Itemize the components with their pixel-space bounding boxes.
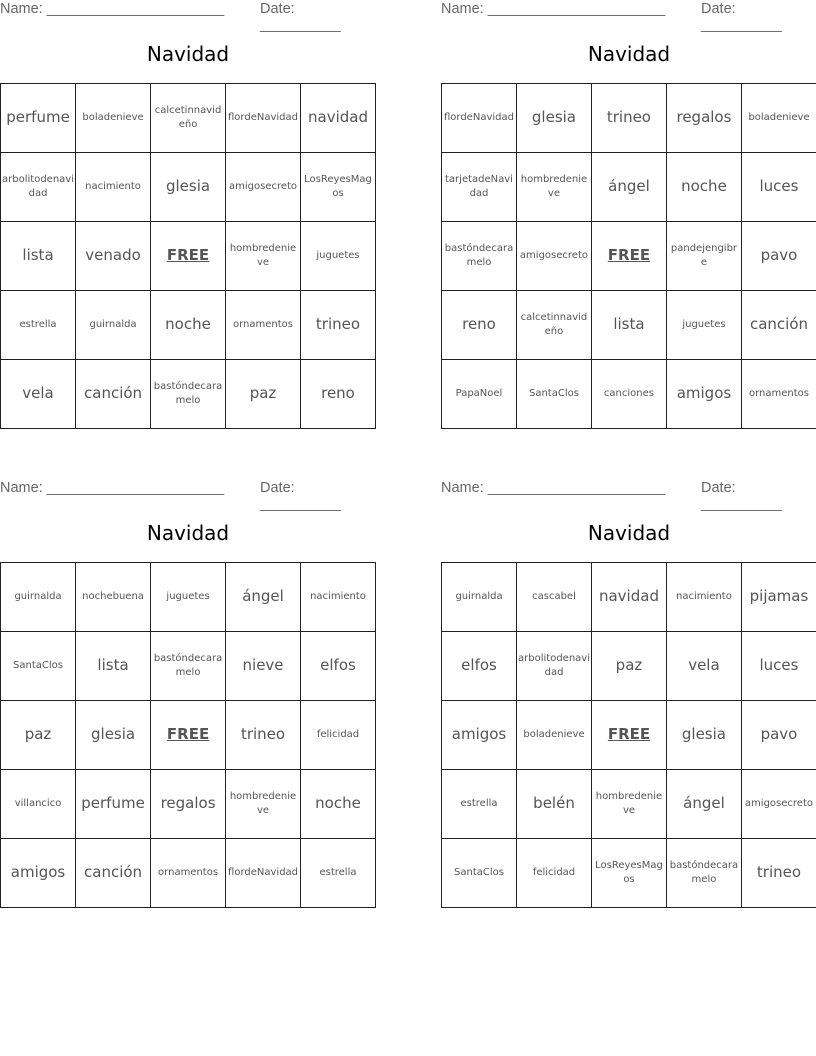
bingo-grid bbox=[441, 562, 816, 908]
bingo-cell: noche bbox=[666, 153, 741, 222]
bingo-grid bbox=[0, 83, 376, 429]
bingo-cell: SantaClos bbox=[442, 839, 517, 908]
bingo-cell: nieve bbox=[226, 632, 301, 701]
bingo-row bbox=[1, 222, 376, 291]
bingo-cell: amigosecreto bbox=[516, 222, 591, 291]
bingo-cell: calcetinnavideño bbox=[151, 84, 226, 153]
bingo-cell: pandejengibre bbox=[666, 222, 741, 291]
bingo-row bbox=[1, 84, 376, 153]
bingo-cell: ángel bbox=[226, 563, 301, 632]
name-field-label: Name: ______________________ bbox=[441, 1, 666, 17]
bingo-cell: nochebuena bbox=[76, 563, 151, 632]
name-field-label: Name: ______________________ bbox=[0, 1, 225, 17]
bingo-cell: flordeNavidad bbox=[226, 84, 301, 153]
bingo-cell: pavo bbox=[741, 701, 816, 770]
bingo-cell: pavo bbox=[741, 222, 816, 291]
bingo-cell: trineo bbox=[741, 839, 816, 908]
bingo-cell: regalos bbox=[666, 84, 741, 153]
bingo-cell: canción bbox=[741, 291, 816, 360]
bingo-cell: venado bbox=[76, 222, 151, 291]
card-title: Navidad bbox=[587, 42, 671, 66]
bingo-cell: hombredenieve bbox=[516, 153, 591, 222]
bingo-cell: elfos bbox=[442, 632, 517, 701]
bingo-cell: lista bbox=[1, 222, 76, 291]
date-field-label: Date: __________ bbox=[701, 1, 782, 33]
bingo-grid bbox=[441, 83, 816, 429]
free-space: FREE bbox=[591, 222, 666, 291]
bingo-cell: estrella bbox=[301, 839, 376, 908]
bingo-cell: felicidad bbox=[301, 701, 376, 770]
bingo-cell: lista bbox=[76, 632, 151, 701]
bingo-cell: luces bbox=[741, 153, 816, 222]
bingo-row bbox=[442, 84, 816, 153]
bingo-cell: felicidad bbox=[517, 839, 592, 908]
bingo-cell: amigos bbox=[1, 839, 76, 908]
bingo-cell: perfume bbox=[76, 770, 151, 839]
bingo-cell: tarjetadeNavidad bbox=[442, 153, 517, 222]
bingo-row bbox=[1, 632, 376, 701]
bingo-cell: flordeNavidad bbox=[226, 839, 301, 908]
bingo-cell: nacimiento bbox=[666, 563, 741, 632]
bingo-row bbox=[1, 360, 376, 429]
bingo-row bbox=[1, 839, 376, 908]
date-field-label: Date: __________ bbox=[260, 480, 341, 512]
bingo-row bbox=[442, 770, 816, 839]
bingo-row bbox=[442, 839, 816, 908]
bingo-row bbox=[442, 153, 816, 222]
bingo-cell: boladenieve bbox=[76, 84, 151, 153]
card-header bbox=[0, 0, 376, 33]
bingo-cell: trineo bbox=[226, 701, 301, 770]
card-header bbox=[0, 479, 376, 512]
bingo-card bbox=[0, 479, 376, 882]
bingo-cell: bastóndecaramelo bbox=[151, 360, 226, 429]
bingo-cell: navidad bbox=[591, 563, 666, 632]
bingo-cell: juguetes bbox=[666, 291, 741, 360]
bingo-cell: glesia bbox=[151, 153, 226, 222]
bingo-cell: glesia bbox=[666, 701, 741, 770]
bingo-row bbox=[1, 701, 376, 770]
bingo-cell: cascabel bbox=[517, 563, 592, 632]
bingo-cell: bastóndecaramelo bbox=[442, 222, 517, 291]
bingo-cell: calcetinnavideño bbox=[516, 291, 591, 360]
card-header bbox=[441, 0, 816, 33]
bingo-card bbox=[441, 479, 816, 885]
bingo-row bbox=[1, 153, 376, 222]
bingo-cell: juguetes bbox=[151, 563, 226, 632]
bingo-row bbox=[442, 632, 816, 701]
bingo-cell: hombredenieve bbox=[226, 222, 301, 291]
bingo-cell: elfos bbox=[301, 632, 376, 701]
bingo-cell: trineo bbox=[591, 84, 666, 153]
bingo-cell: PapaNoel bbox=[442, 360, 517, 429]
date-field-label: Date: __________ bbox=[260, 1, 341, 33]
bingo-cell: glesia bbox=[516, 84, 591, 153]
bingo-row bbox=[1, 770, 376, 839]
card-header bbox=[441, 479, 816, 512]
bingo-cell: guirnalda bbox=[76, 291, 151, 360]
bingo-cell: hombredenieve bbox=[591, 770, 666, 839]
bingo-cell: canciones bbox=[591, 360, 666, 429]
bingo-cell: ornamentos bbox=[151, 839, 226, 908]
bingo-cell: bastóndecaramelo bbox=[151, 632, 226, 701]
bingo-cell: hombredenieve bbox=[226, 770, 301, 839]
bingo-card bbox=[441, 0, 816, 403]
bingo-cell: reno bbox=[300, 360, 375, 429]
free-space: FREE bbox=[151, 222, 226, 291]
free-space: FREE bbox=[151, 701, 226, 770]
bingo-cell: villancico bbox=[1, 770, 76, 839]
bingo-row bbox=[1, 291, 376, 360]
bingo-cell: vela bbox=[1, 360, 76, 429]
bingo-row bbox=[442, 222, 816, 291]
bingo-cell: estrella bbox=[1, 291, 76, 360]
free-space: FREE bbox=[591, 701, 666, 770]
bingo-cell: belén bbox=[517, 770, 592, 839]
bingo-cell: amigosecreto bbox=[741, 770, 816, 839]
bingo-cell: flordeNavidad bbox=[442, 84, 517, 153]
bingo-grid bbox=[0, 562, 376, 908]
bingo-cell: LosReyesMagos bbox=[591, 839, 666, 908]
bingo-cell: arbolitodenavidad bbox=[517, 632, 592, 701]
bingo-cell: canción bbox=[76, 360, 151, 429]
bingo-cell: reno bbox=[442, 291, 517, 360]
bingo-row bbox=[1, 563, 376, 632]
bingo-cell: regalos bbox=[151, 770, 226, 839]
bingo-cell: nacimiento bbox=[76, 153, 151, 222]
bingo-cell: ángel bbox=[591, 153, 666, 222]
bingo-cell: lista bbox=[591, 291, 666, 360]
bingo-cell: pijamas bbox=[741, 563, 816, 632]
bingo-row bbox=[442, 563, 816, 632]
bingo-row bbox=[442, 360, 816, 429]
bingo-cell: vela bbox=[666, 632, 741, 701]
bingo-cell: SantaClos bbox=[516, 360, 591, 429]
bingo-cell: juguetes bbox=[300, 222, 375, 291]
bingo-cell: glesia bbox=[76, 701, 151, 770]
bingo-cell: canción bbox=[76, 839, 151, 908]
bingo-cell: bastóndecaramelo bbox=[666, 839, 741, 908]
bingo-cell: paz bbox=[1, 701, 76, 770]
name-field-label: Name: ______________________ bbox=[441, 480, 666, 496]
bingo-cell: guirnalda bbox=[1, 563, 76, 632]
bingo-card bbox=[0, 0, 376, 406]
bingo-cell: noche bbox=[301, 770, 376, 839]
bingo-cell: navidad bbox=[300, 84, 375, 153]
bingo-cell: guirnalda bbox=[442, 563, 517, 632]
bingo-cell: boladenieve bbox=[517, 701, 592, 770]
bingo-cell: amigos bbox=[666, 360, 741, 429]
bingo-row bbox=[442, 291, 816, 360]
name-field-label: Name: ______________________ bbox=[0, 480, 225, 496]
bingo-cell: paz bbox=[226, 360, 301, 429]
bingo-cell: ángel bbox=[666, 770, 741, 839]
bingo-cell: nacimiento bbox=[301, 563, 376, 632]
bingo-cell: trineo bbox=[300, 291, 375, 360]
card-title: Navidad bbox=[587, 521, 671, 545]
date-field-label: Date: __________ bbox=[701, 480, 782, 512]
bingo-cell: ornamentos bbox=[226, 291, 301, 360]
bingo-cell: luces bbox=[741, 632, 816, 701]
card-title: Navidad bbox=[146, 521, 230, 545]
bingo-row bbox=[442, 701, 816, 770]
bingo-cell: estrella bbox=[442, 770, 517, 839]
bingo-cell: boladenieve bbox=[741, 84, 816, 153]
bingo-cell: paz bbox=[591, 632, 666, 701]
bingo-cell: amigos bbox=[442, 701, 517, 770]
bingo-cell: ornamentos bbox=[741, 360, 816, 429]
bingo-cell: SantaClos bbox=[1, 632, 76, 701]
card-title: Navidad bbox=[146, 42, 230, 66]
bingo-cell: LosReyesMagos bbox=[300, 153, 375, 222]
bingo-cell: noche bbox=[151, 291, 226, 360]
bingo-cell: arbolitodenavidad bbox=[1, 153, 76, 222]
bingo-cell: amigosecreto bbox=[226, 153, 301, 222]
bingo-cell: perfume bbox=[1, 84, 76, 153]
